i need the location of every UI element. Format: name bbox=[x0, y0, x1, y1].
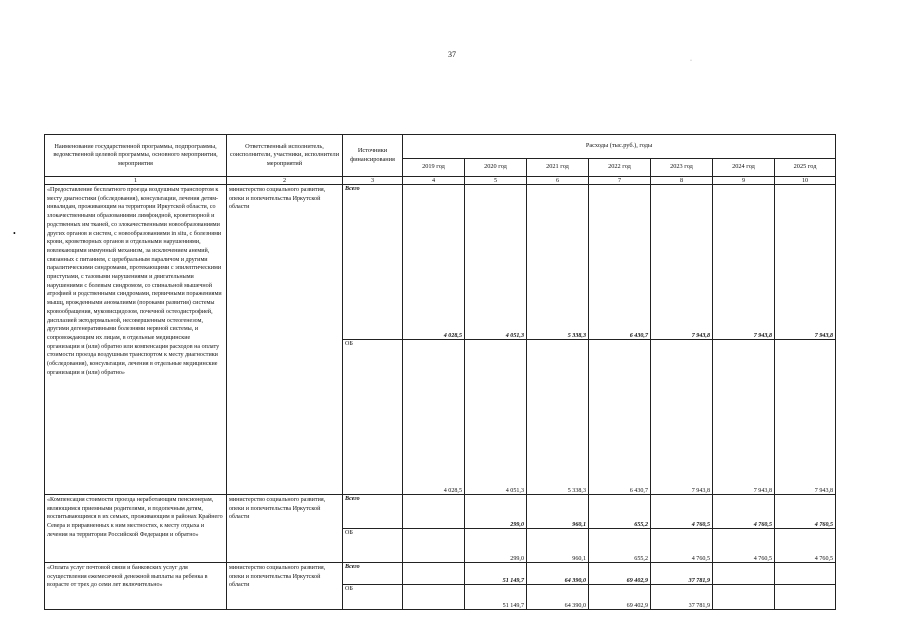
source-label: ОБ bbox=[343, 585, 403, 610]
expense-value: 4 760,5 bbox=[713, 495, 775, 529]
expenses-table bbox=[44, 134, 836, 610]
expense-value: 655,2 bbox=[589, 495, 651, 529]
expense-value bbox=[775, 585, 836, 610]
margin-mark: • bbox=[13, 229, 16, 238]
header-year: 2023 год bbox=[651, 159, 713, 177]
responsible-executor: министерство социального развития, опеки и попечительства Иркутской области bbox=[227, 185, 343, 495]
expense-value: 37 781,9 bbox=[651, 585, 713, 610]
activity-name: «Предоставление бесплатного проезда воздушным транспортом к месту диагностики (обследования), консультации, лечения детям-инвалидам, проживающим на территории Иркутской области, со злокачественными образованиями лимфоидной, кроветворной и родственных им тканей, со злокачественными новообразованиями других органов и систем, с новообразованиями in situ, с болезнями крови, кроветворных органов и отдельными нарушениями, вовлекающими иммунный механизм, за исключением анемий, связанных с питанием, с церебральным параличом и другими паралитическими синдромами, протекающими с эпилептическими приступами, с тазовыми нарушениями и двигательными нарушениями с болевым синдромом, со спинальной мышечной атрофией и родственными синдромами, первичными поражениями мышц, врожденными аномалиями (пороками развития) системы кровообращения, муковисцидозом, почечной остеодистрофией, дисплазией эктодермальной, несовершенным остеогенезом, другими дегенеративными болезнями нервной системы, и сопровождающим их лицам, в отдельные медицинские организации и (или) обратно или компенсация расходов на оплату стоимости проезда воздушным транспортом к месту диагностики (обследования), консультации, лечения в отдельные медицинские организации и (или) обратно» bbox=[45, 185, 227, 495]
source-label: ОБ bbox=[343, 529, 403, 563]
expense-value: 4 051,3 bbox=[465, 340, 527, 495]
header-expenses: Расходы (тыс.руб.), годы bbox=[403, 135, 836, 159]
header-year: 2022 год bbox=[589, 159, 651, 177]
expense-value: 6 430,7 bbox=[589, 185, 651, 340]
expense-value: 5 338,3 bbox=[527, 185, 589, 340]
activity-name: «Компенсация стоимости проезда неработающим пенсионерам, являющимся приемными родителями, и подопечным детям, воспитывающимся в их семьях, проживающим в районах Крайнего Севера и приравненных к ним местностях, к месту отдыха и лечения на территории Российской Федерации и обратно» bbox=[45, 495, 227, 563]
activity-name: «Оплата услуг почтовой связи и банковских услуг для осуществления ежемесячной денежной выплаты на ребенка в возрасте от трех до семи лет включительно» bbox=[45, 563, 227, 610]
header-year: 2019 год bbox=[403, 159, 465, 177]
expense-value: 4 760,5 bbox=[775, 495, 836, 529]
responsible-executor: министерство социального развития, опеки и попечительства Иркутской области bbox=[227, 563, 343, 610]
expense-value: 69 402,9 bbox=[589, 563, 651, 585]
expense-value: 51 149,7 bbox=[465, 563, 527, 585]
header-responsible: Ответственный исполнитель, соисполнители, участники, исполнители мероприятий bbox=[227, 135, 343, 177]
expense-value: 4 051,3 bbox=[465, 185, 527, 340]
source-label: Всего bbox=[343, 495, 403, 529]
expense-value: 5 338,3 bbox=[527, 340, 589, 495]
expense-value: 960,1 bbox=[527, 495, 589, 529]
column-number: 10 bbox=[775, 177, 836, 185]
expense-value: 299,0 bbox=[465, 495, 527, 529]
source-label: Всего bbox=[343, 185, 403, 340]
column-number: 4 bbox=[403, 177, 465, 185]
expense-value: 7 943,8 bbox=[713, 185, 775, 340]
column-number: 1 bbox=[45, 177, 227, 185]
expense-value: 37 781,9 bbox=[651, 563, 713, 585]
expense-value: 4 760,5 bbox=[651, 529, 713, 563]
expense-value: 7 943,8 bbox=[651, 185, 713, 340]
column-number: 8 bbox=[651, 177, 713, 185]
expense-value: 6 430,7 bbox=[589, 340, 651, 495]
expense-value: 7 943,8 bbox=[651, 340, 713, 495]
expense-value bbox=[713, 585, 775, 610]
responsible-executor: министерство социального развития, опеки и попечительства Иркутской области bbox=[227, 495, 343, 563]
expense-value bbox=[403, 585, 465, 610]
expense-value: 64 390,0 bbox=[527, 585, 589, 610]
column-number: 6 bbox=[527, 177, 589, 185]
expense-value: 4 760,5 bbox=[775, 529, 836, 563]
header-year: 2021 год bbox=[527, 159, 589, 177]
page-number: 37 bbox=[448, 50, 456, 59]
header-name: Наименование государственной программы, подпрограммы, ведомственной целевой программы, основного мероприятия, мероприятия bbox=[45, 135, 227, 177]
expense-value bbox=[403, 529, 465, 563]
header-year: 2025 год bbox=[775, 159, 836, 177]
expense-value: 51 149,7 bbox=[465, 585, 527, 610]
column-number: 9 bbox=[713, 177, 775, 185]
expense-value: 7 943,8 bbox=[775, 185, 836, 340]
header-source: Источники финансирования bbox=[343, 135, 403, 177]
column-number: 7 bbox=[589, 177, 651, 185]
expense-value: 4 028,5 bbox=[403, 185, 465, 340]
header-year: 2020 год bbox=[465, 159, 527, 177]
expense-value: 4 760,5 bbox=[651, 495, 713, 529]
expense-value: 7 943,8 bbox=[775, 340, 836, 495]
expense-value: 7 943,8 bbox=[713, 340, 775, 495]
expense-value: 64 390,0 bbox=[527, 563, 589, 585]
column-number: 3 bbox=[343, 177, 403, 185]
expense-value bbox=[403, 563, 465, 585]
expense-value: 69 402,9 bbox=[589, 585, 651, 610]
source-label: Всего bbox=[343, 563, 403, 585]
expense-value bbox=[775, 563, 836, 585]
scan-mark: · bbox=[690, 58, 692, 64]
source-label: ОБ bbox=[343, 340, 403, 495]
expense-value: 655,2 bbox=[589, 529, 651, 563]
expense-value: 299,0 bbox=[465, 529, 527, 563]
column-number: 5 bbox=[465, 177, 527, 185]
expense-value: 4 760,5 bbox=[713, 529, 775, 563]
expense-value bbox=[713, 563, 775, 585]
expense-value: 4 028,5 bbox=[403, 340, 465, 495]
expense-value: 960,1 bbox=[527, 529, 589, 563]
expense-value bbox=[403, 495, 465, 529]
column-number: 2 bbox=[227, 177, 343, 185]
header-year: 2024 год bbox=[713, 159, 775, 177]
